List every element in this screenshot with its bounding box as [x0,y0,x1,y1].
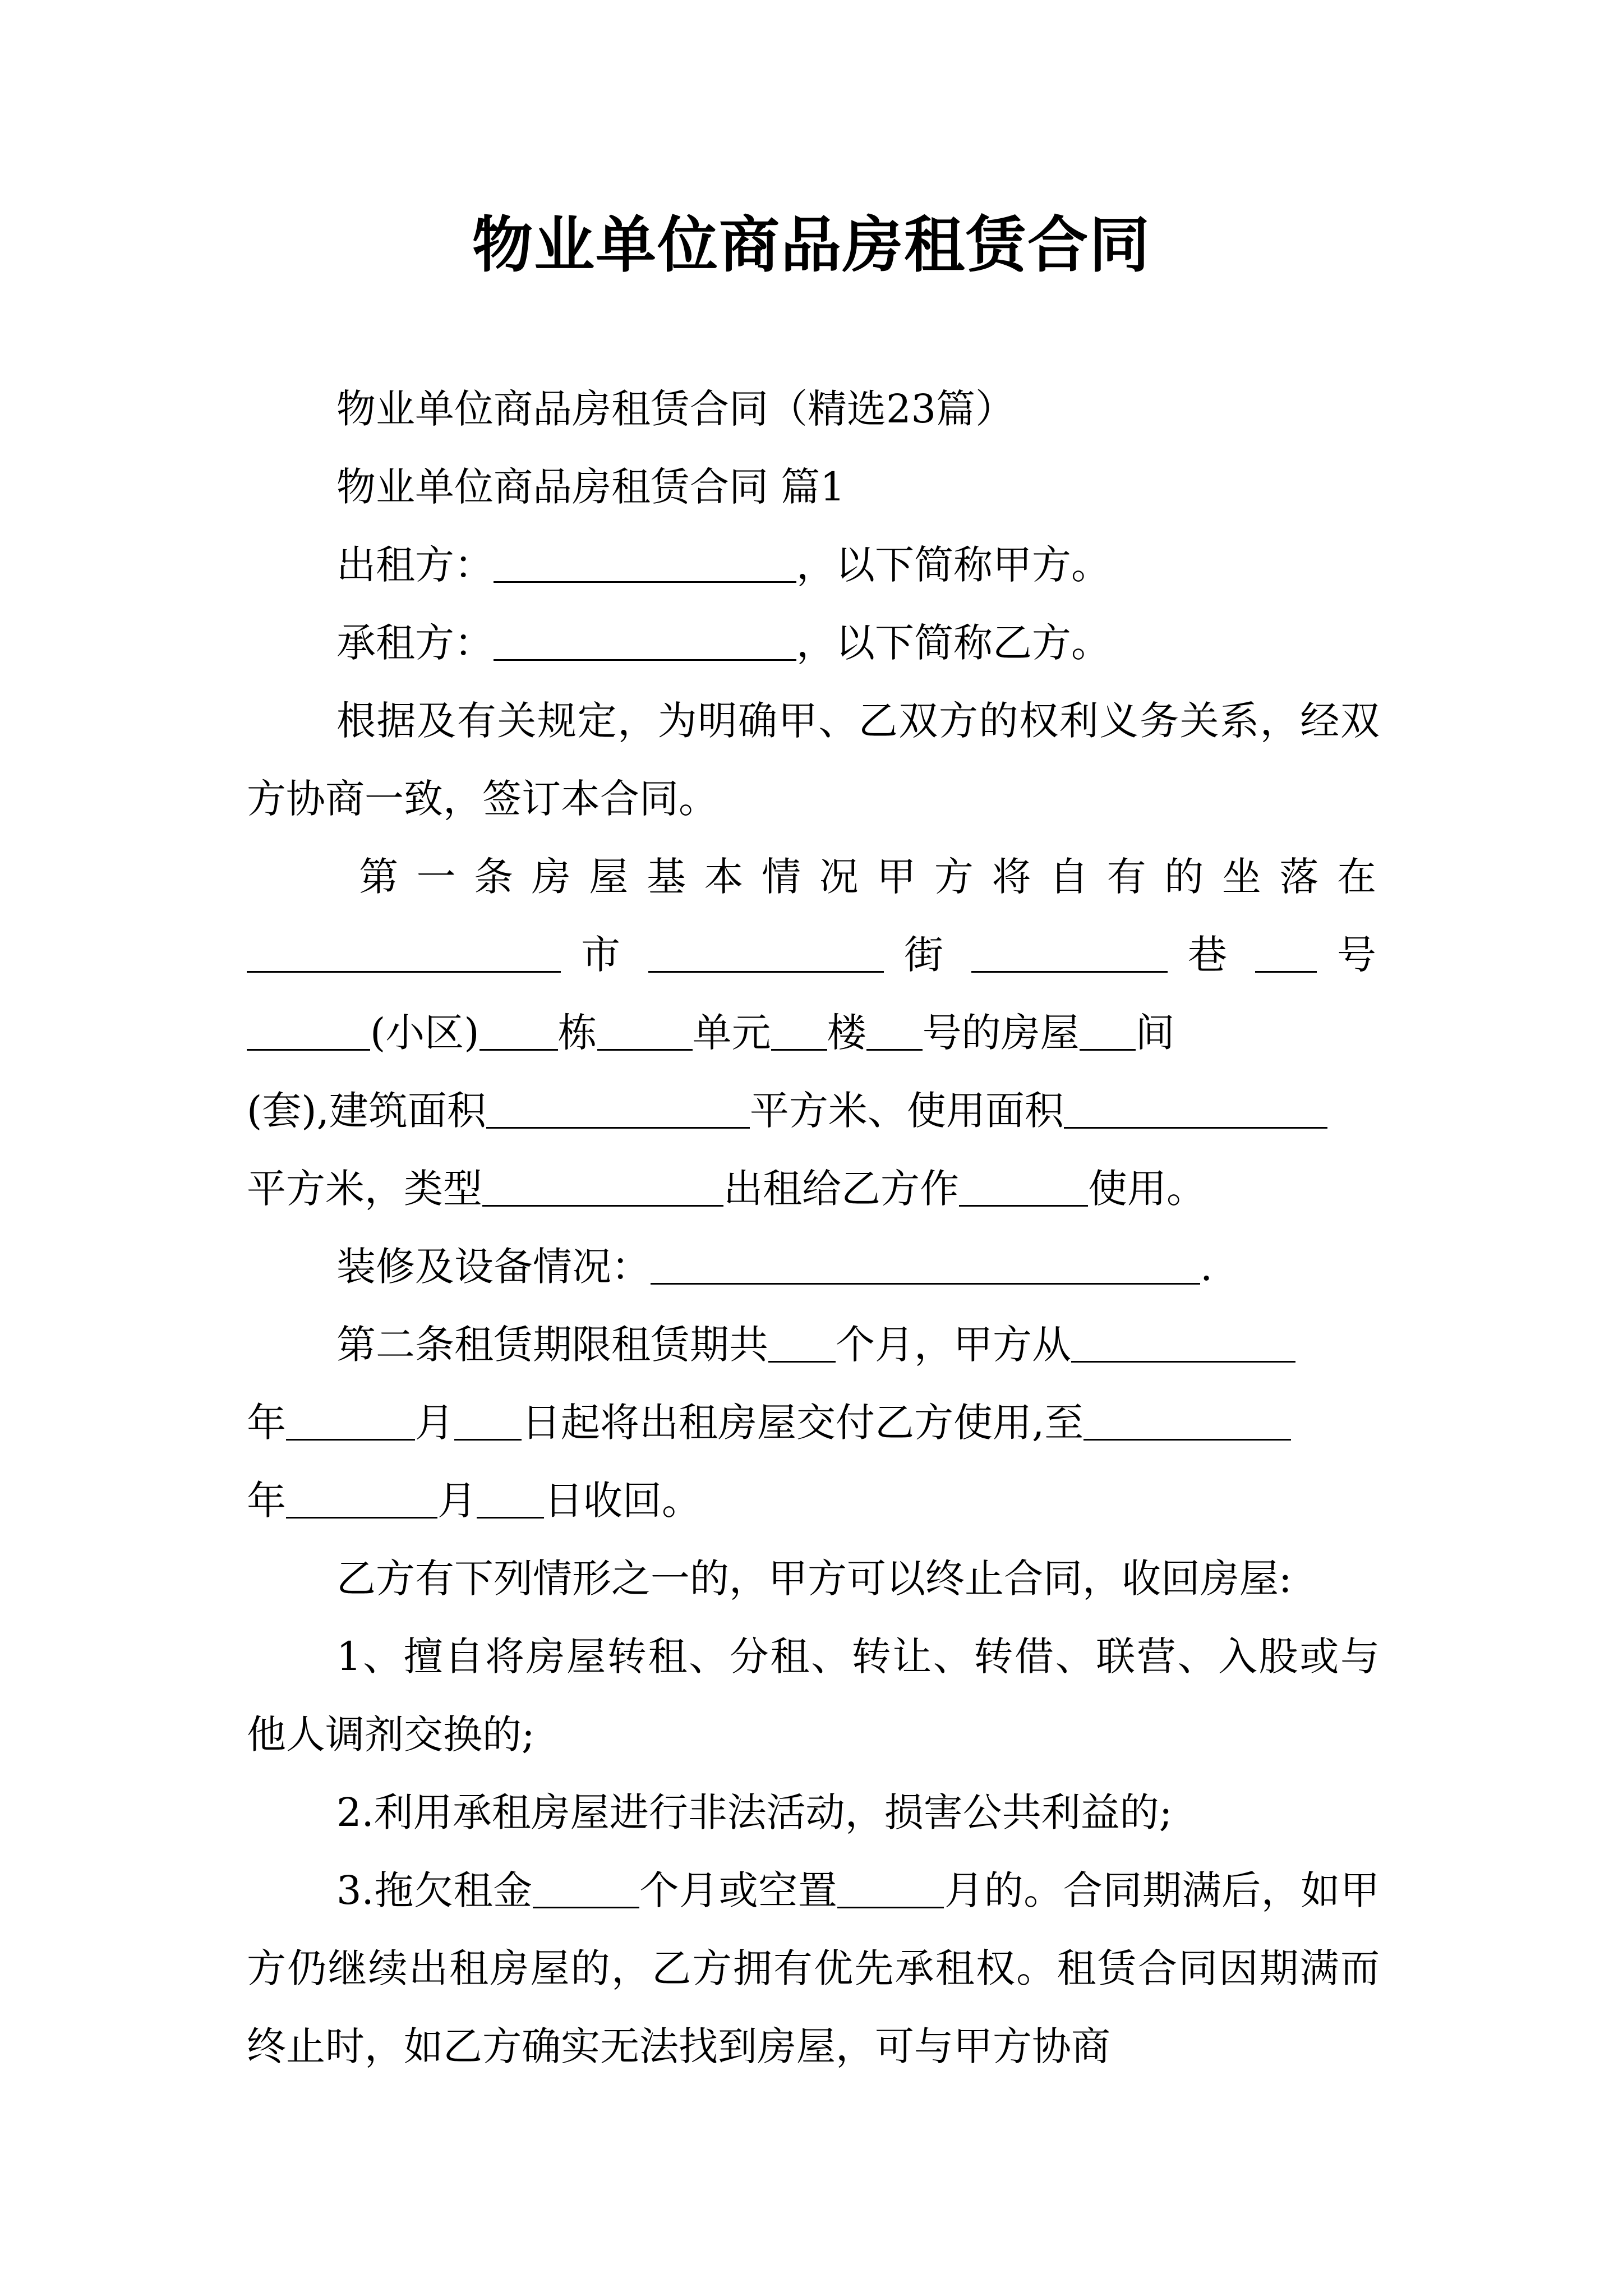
item-2: 2.利用承租房屋进行非法活动，损害公共利益的; [336,1789,1173,1835]
text-jian: 间 [1135,1010,1175,1056]
basis-paragraph: 根据及有关规定，为明确甲、乙双方的权利义务关系，经双方协商一致，签订本合同。 [247,698,1380,822]
item-1: 1、擅自将房屋转租、分租、转让、转借、联营、入股或与他人调剂交换的; [247,1634,1380,1757]
subtitle-line: 物业单位商品房租赁合同（精选23篇） [336,386,1015,432]
blank [479,1015,558,1051]
blank [866,1015,923,1051]
text-month-from: 个月，甲方从 [836,1322,1071,1368]
blank [1064,1093,1327,1129]
text-building-area: (套),建筑面积 [247,1088,486,1134]
text-room: 号的房屋 [922,1010,1080,1056]
blank [286,1483,437,1519]
section-heading: 物业单位商品房租赁合同 篇1 [336,464,845,510]
blank [837,1873,944,1908]
article1-line5 [247,1150,1380,1228]
blank [1071,1327,1295,1363]
decoration-label: 装修及设备情况： [336,1244,651,1290]
document-body [247,370,1380,2086]
article2-line3 [247,1462,1380,1540]
text-floor: 楼 [827,1010,866,1056]
blank [768,1327,836,1363]
blank [486,1093,750,1129]
article1-line4 [247,1072,1380,1150]
document-title: 物业单位商品房租赁合同 [472,210,1151,280]
article1-line2 [247,916,1380,994]
blank [1080,1015,1136,1051]
blank [771,1015,827,1051]
lessee-tail: ，以下简称乙方。 [796,620,1110,666]
text-building: 栋 [557,1010,597,1056]
article2-text: 第二条租赁期限租赁期共 [336,1322,768,1368]
lessor-tail: ，以下简称甲方。 [796,542,1110,588]
termination-line: 乙方有下列情形之一的，甲方可以终止合同，收回房屋: [336,1556,1292,1602]
article2-line1 [247,1306,1380,1384]
text-number: 号 [1337,932,1380,978]
decoration-blank [651,1249,1200,1285]
blank [648,937,884,973]
text-type: 平方米，类型 [247,1166,482,1212]
lessee-blank [494,625,796,661]
text-year: 年 [247,1478,286,1524]
blank [477,1483,544,1519]
text-day-end: 日收回。 [544,1478,701,1524]
text-day-start: 日起将出租房屋交付乙方使用,至 [522,1400,1084,1446]
blank [247,1015,370,1051]
article2-line2 [247,1384,1380,1462]
text-usable-area: 平方米、使用面积 [749,1088,1064,1134]
text-city: 市 [581,932,628,978]
lessor-label: 出租方： [336,542,494,588]
blank [1083,1405,1291,1441]
text-district: (小区) [370,1010,479,1056]
decoration-end: . [1200,1244,1213,1290]
blank [286,1405,415,1441]
blank [1255,937,1317,973]
item-3 [247,1852,1380,2086]
text-month: 月 [415,1400,454,1446]
blank [597,1015,693,1051]
lessor-line [247,526,1380,604]
text-unit: 单元 [692,1010,771,1056]
lessor-blank [494,547,796,583]
blank [971,937,1168,973]
blank [482,1171,723,1207]
item3-text-b: 个月或空置 [639,1867,838,1913]
decoration-line [247,1228,1380,1306]
blank [959,1171,1088,1207]
text-use: 使用。 [1088,1166,1206,1212]
text-month: 月 [437,1478,477,1524]
blank [454,1405,522,1441]
text-year: 年 [247,1400,286,1446]
blank [247,937,561,973]
article1-line1: 第一条房屋基本情况甲方将自有的坐落在 [359,854,1380,900]
lessee-line [247,604,1380,682]
text-street: 街 [904,932,951,978]
text-rent-to: 出租给乙方作 [723,1166,959,1212]
lessee-label: 承租方： [336,620,494,666]
item3-text-c: 月的。合同期满后，如甲方仍继续出租房屋的，乙方拥有优先承租权。租赁合同因期满而终止时，如乙方确实无法找到房屋，可与甲方协商 [247,1867,1380,2069]
item3-text-a: 3.拖欠租金 [336,1867,533,1913]
blank [533,1873,639,1908]
article1-line3 [247,994,1380,1072]
text-lane: 巷 [1188,932,1235,978]
